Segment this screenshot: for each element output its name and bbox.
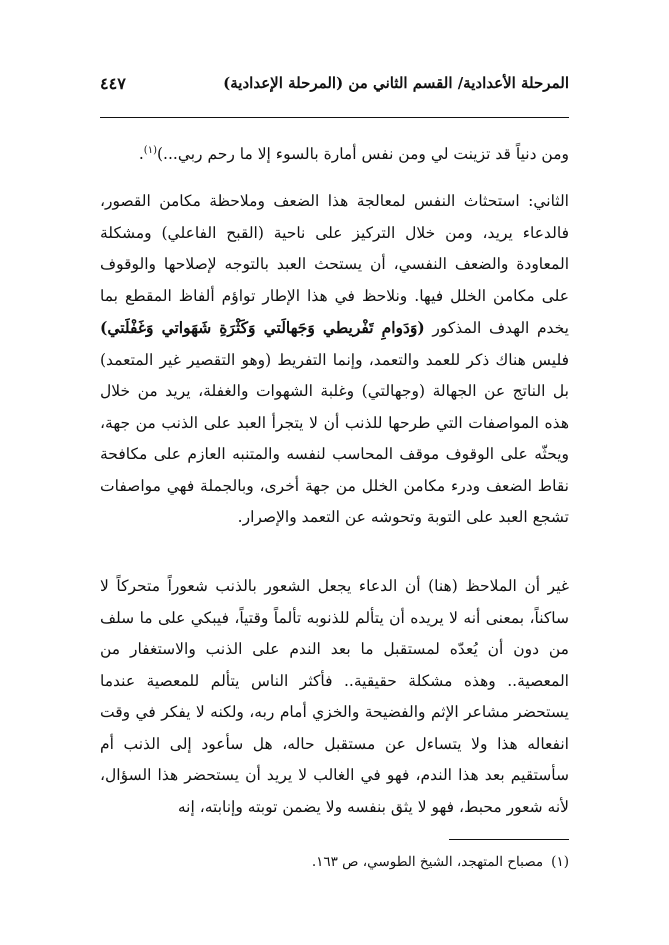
prayer-quote: (وَدَوامِ تَفْريطي وَجَهالَتي وَكَثْرَةِ شَهَواتي وَغَفْلَتي) <box>100 318 425 337</box>
footnote-text: مصباح المتهجد، الشيخ الطوسي، ص ١٦٣. <box>311 854 544 870</box>
paragraph-2-part-2: فليس هناك ذكر للعمد والتعمد، وإنما التفريط (وهو التقصير غير المتعمد) بل الناتج عن الجهالة (وجهالتي) وغلبة الشهوات والغفلة، يريد من خلال هذه المواصفات التي طرحها للذنب أن لا يتجرأ العبد على الذنب من جهة، ويحثّه على الوقوف موقف المحاسب لنفسه والمتنبه العازم على مكافحة نقاط الضعف ودرء مكامن الخلل من جهة أخرى، وبالجملة فهي مواصفات تشجع العبد على التوبة وتحوشه عن التعمد والإصرار. <box>100 350 569 526</box>
running-header <box>100 66 569 100</box>
paragraph-2 <box>100 186 569 534</box>
paragraph-1 <box>100 139 569 171</box>
page-number: ٤٤٧ <box>100 73 126 93</box>
paragraph-3 <box>100 571 569 823</box>
paragraph-2-part-1: الثاني: استحثاث النفس لمعالجة هذا الضعف وملاحظة مكامن القصور، فالدعاء يريد، ومن خلال التركيز على ناحية (القبح الفاعلي) ومشكلة المعاودة والضعف النفسي، أن يستحث العبد بالتوجه لإصلاحها والوقوف على مكامن الخلل فيها. ونلاحظ في هذا الإطار تواؤم ألفاظ المقطع بما يخدم الهدف المذكور <box>100 192 569 337</box>
header-divider <box>100 117 569 118</box>
footnote-reference[interactable]: (١) <box>143 144 157 156</box>
paragraph-1-text: ومن دنياً قد تزينت لي ومن نفس أمارة بالسوء إلا ما رحم ربي...) <box>156 145 569 163</box>
footnote-divider <box>449 839 569 840</box>
paragraph-1-end: . <box>138 145 144 163</box>
footnote-number: (١) <box>551 854 569 870</box>
footnote <box>100 850 569 874</box>
header-title: المرحلة الأعدادية/ القسم الثاني من (المرحلة الإعدادية) <box>223 74 569 92</box>
paragraph-3-text: غير أن الملاحظ (هنا) أن الدعاء يجعل الشعور بالذنب شعوراً متحركاً لا ساكناً، بمعنى أنه لا يريده أن يتألم للذنوبه تألماً وقتياً، فيبكي على ما سلف من دون أن يُعدّه لمستقبل ما بعد الندم على الذنب والاستغفار من المعصية.. وهذه مشكلة حقيقية.. فأكثر الناس يتألم للمعصية عندما يستحضر مشاعر الإثم والفضيحة والخزي أمام ربه، ولكنه لا يفكر في وقت انفعاله هذا ولا يتساءل عن مستقبل حاله، هل سأعود إلى الذنب أم سأستقيم بعد هذا الندم، فهو في الغالب لا يريد أن يستحضر هذا السؤال، لأنه شعور محبط، فهو لا يثق بنفسه ولا يضمن توبته وإنابته، إنه <box>100 577 569 816</box>
